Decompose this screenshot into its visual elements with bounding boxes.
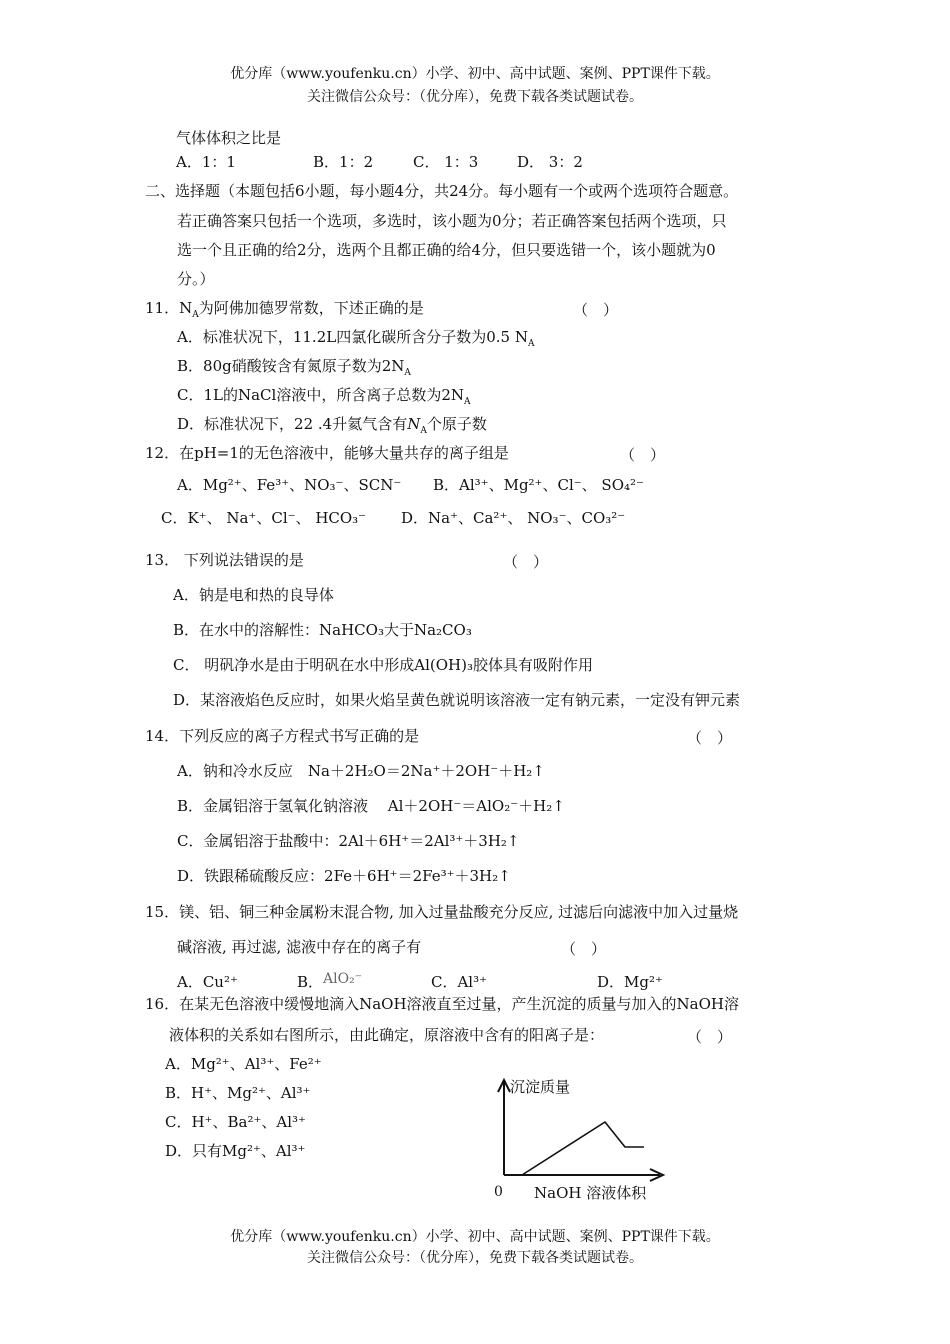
q16-option-a: A．Mg²⁺、Al³⁺、Fe²⁺: [165, 1055, 322, 1073]
q14-stem-text: 下列反应的离子方程式书写正确的是: [179, 727, 420, 745]
q14-option-d: D．铁跟稀硫酸反应：2Fe＋6H⁺＝2Fe³⁺＋3H₂↑: [177, 867, 511, 885]
q14-option-c: C．金属铝溶于盐酸中：2Al＋6H⁺＝2Al³⁺＋3H₂↑: [177, 832, 520, 850]
q13-number: 13．: [145, 551, 180, 569]
q16-answer-blank[interactable]: （ ）: [687, 1028, 733, 1046]
q13-option-d: D．某溶液焰色反应时，如果火焰呈黄色就说明该溶液一定有钠元素，一定没有钾元素: [173, 691, 741, 709]
q15-answer-blank[interactable]: （ ）: [561, 940, 607, 958]
q13-option-b: B．在水中的溶解性：NaHCO₃大于Na₂CO₃: [173, 621, 472, 639]
q11-option-c-sub: A: [464, 397, 471, 407]
q11-option-d-n: N: [407, 415, 421, 433]
q11-option-a-text: A．标准状况下，11.2L四氯化碳所含分子数为0.5 N: [177, 328, 528, 346]
q11-option-d-text: D．标准状况下，22 .4升氦气含有: [177, 415, 408, 433]
q15-option-d: D．Mg²⁺: [597, 973, 663, 991]
q16-graph: [480, 1070, 680, 1205]
q12-option-a: A．Mg²⁺、Fe³⁺、NO₃⁻、SCN⁻: [177, 476, 402, 494]
q11-stem-n: N: [179, 299, 193, 317]
q13-answer-blank[interactable]: （ ）: [503, 553, 549, 571]
q11-stem: [145, 299, 424, 320]
q11-option-b: [177, 357, 411, 378]
footer-line-1: 优分库（www.youfenku.cn）小学、初中、高中试题、案例、PPT课件下载。: [230, 1229, 720, 1245]
q15-number: 15．: [145, 903, 180, 921]
q15-option-b: [297, 973, 362, 992]
q12-option-c: C．K⁺、 Na⁺、Cl⁻、 HCO₃⁻: [161, 509, 367, 527]
q16-option-b: B．H⁺、Mg²⁺、Al³⁺: [165, 1084, 311, 1102]
q15-option-b-label: B．: [297, 973, 324, 991]
section2-line-2: 若正确答案只包括一个选项，多选时，该小题为0分；若正确答案包括两个选项，只: [177, 212, 727, 230]
graph-x-label: NaOH 溶液体积: [534, 1184, 647, 1202]
section2-line-4: 分。）: [177, 270, 215, 288]
prev-option-d: D． 3：2: [517, 153, 583, 171]
q16-number: 16．: [145, 995, 180, 1013]
q13-option-a: A．钠是电和热的良导体: [173, 586, 334, 604]
q14-stem: [145, 727, 419, 745]
q15-stem-line-1: [145, 903, 738, 921]
q12-stem-text: 在pH=1的无色溶液中，能够大量共存的离子组是: [179, 444, 509, 462]
header-line-1: 优分库（www.youfenku.cn）小学、初中、高中试题、案例、PPT课件下载。: [230, 66, 720, 82]
q16-stem-text: 在某无色溶液中缓慢地滴入NaOH溶液直至过量，产生沉淀的质量与加入的NaOH溶: [179, 995, 739, 1013]
prev-option-b: B．1：2: [313, 153, 374, 171]
q11-option-a-sub: A: [527, 339, 535, 349]
graph-y-label: 沉淀质量: [510, 1078, 571, 1096]
q13-option-c: C． 明矾净水是由于明矾在水中形成Al(OH)₃胶体具有吸附作用: [173, 656, 593, 674]
q11-option-c: [177, 386, 471, 407]
section2-line-1: 二、选择题（本题包括6小题，每小题4分，共24分。每小题有一个或两个选项符合题意。: [145, 182, 739, 200]
q16-stem-line-2: 液体积的关系如右图所示，由此确定，原溶液中含有的阳离子是：: [169, 1026, 605, 1044]
q11-option-b-text: B．80g硝酸铵含有氮原子数为2N: [177, 357, 405, 375]
section2-line-3: 选一个且正确的给2分，选两个且都正确的给4分，但只要选错一个，该小题就为0: [177, 241, 716, 259]
q11-option-d-tail: 个原子数: [426, 415, 487, 433]
q14-option-a: A．钠和冷水反应 Na＋2H₂O＝2Na⁺＋2OH⁻＋H₂↑: [177, 762, 545, 780]
q11-stem-text: 为阿佛加德罗常数，下述正确的是: [198, 299, 424, 317]
q16-option-d: D．只有Mg²⁺、Al³⁺: [165, 1142, 306, 1160]
q12-stem: [145, 444, 509, 462]
q11-option-a: [177, 328, 535, 349]
q15-option-b-ion: AlO₂⁻: [323, 971, 363, 987]
q13-stem-text: 下列说法错误的是: [179, 551, 304, 569]
q13-stem: [145, 551, 304, 569]
footer-line-2: 关注微信公众号：（优分库），免费下载各类试题试卷。: [307, 1250, 643, 1266]
q11-option-c-text: C．1L的NaCl溶液中，所含离子总数为2N: [177, 386, 464, 404]
q12-option-b: B．Al³⁺、Mg²⁺、Cl⁻、 SO₄²⁻: [433, 476, 644, 494]
q12-number: 12．: [145, 444, 180, 462]
q15-stem-line-2: 碱溶液, 再过滤, 滤液中存在的离子有: [177, 938, 422, 956]
q15-option-c: C．Al³⁺: [431, 973, 488, 991]
header-line-2: 关注微信公众号：（优分库），免费下载各类试题试卷。: [307, 89, 643, 105]
q16-stem-line-1: [145, 995, 739, 1013]
prev-option-a: A．1：1: [176, 153, 236, 171]
q14-option-b: B．金属铝溶于氢氧化钠溶液 Al＋2OH⁻＝AlO₂⁻＋H₂↑: [177, 797, 565, 815]
q15-stem-text: 镁、铝、铜三种金属粉末混合物, 加入过量盐酸充分反应, 过滤后向滤液中加入过量烧: [179, 903, 739, 921]
q11-answer-blank[interactable]: （ ）: [573, 301, 619, 319]
q11-stem-sub: A: [192, 310, 199, 320]
q12-option-d: D．Na⁺、Ca²⁺、 NO₃⁻、CO₃²⁻: [401, 509, 626, 527]
q16-option-c: C．H⁺、Ba²⁺、Al³⁺: [165, 1113, 306, 1131]
q11-option-b-sub: A: [404, 368, 411, 378]
q15-option-a: A．Cu²⁺: [177, 973, 238, 991]
q11-number: 11．: [145, 299, 180, 317]
q14-answer-blank[interactable]: （ ）: [687, 729, 733, 747]
q11-option-d-sub: A: [420, 426, 427, 436]
q14-number: 14．: [145, 727, 180, 745]
prev-question-tail: 气体体积之比是: [176, 129, 282, 147]
prev-option-c: C． 1：3: [413, 153, 479, 171]
q12-answer-blank[interactable]: （ ）: [620, 446, 666, 464]
graph-curve: [522, 1122, 644, 1175]
graph-origin-label: 0: [494, 1184, 503, 1200]
q11-option-d: [177, 415, 487, 436]
